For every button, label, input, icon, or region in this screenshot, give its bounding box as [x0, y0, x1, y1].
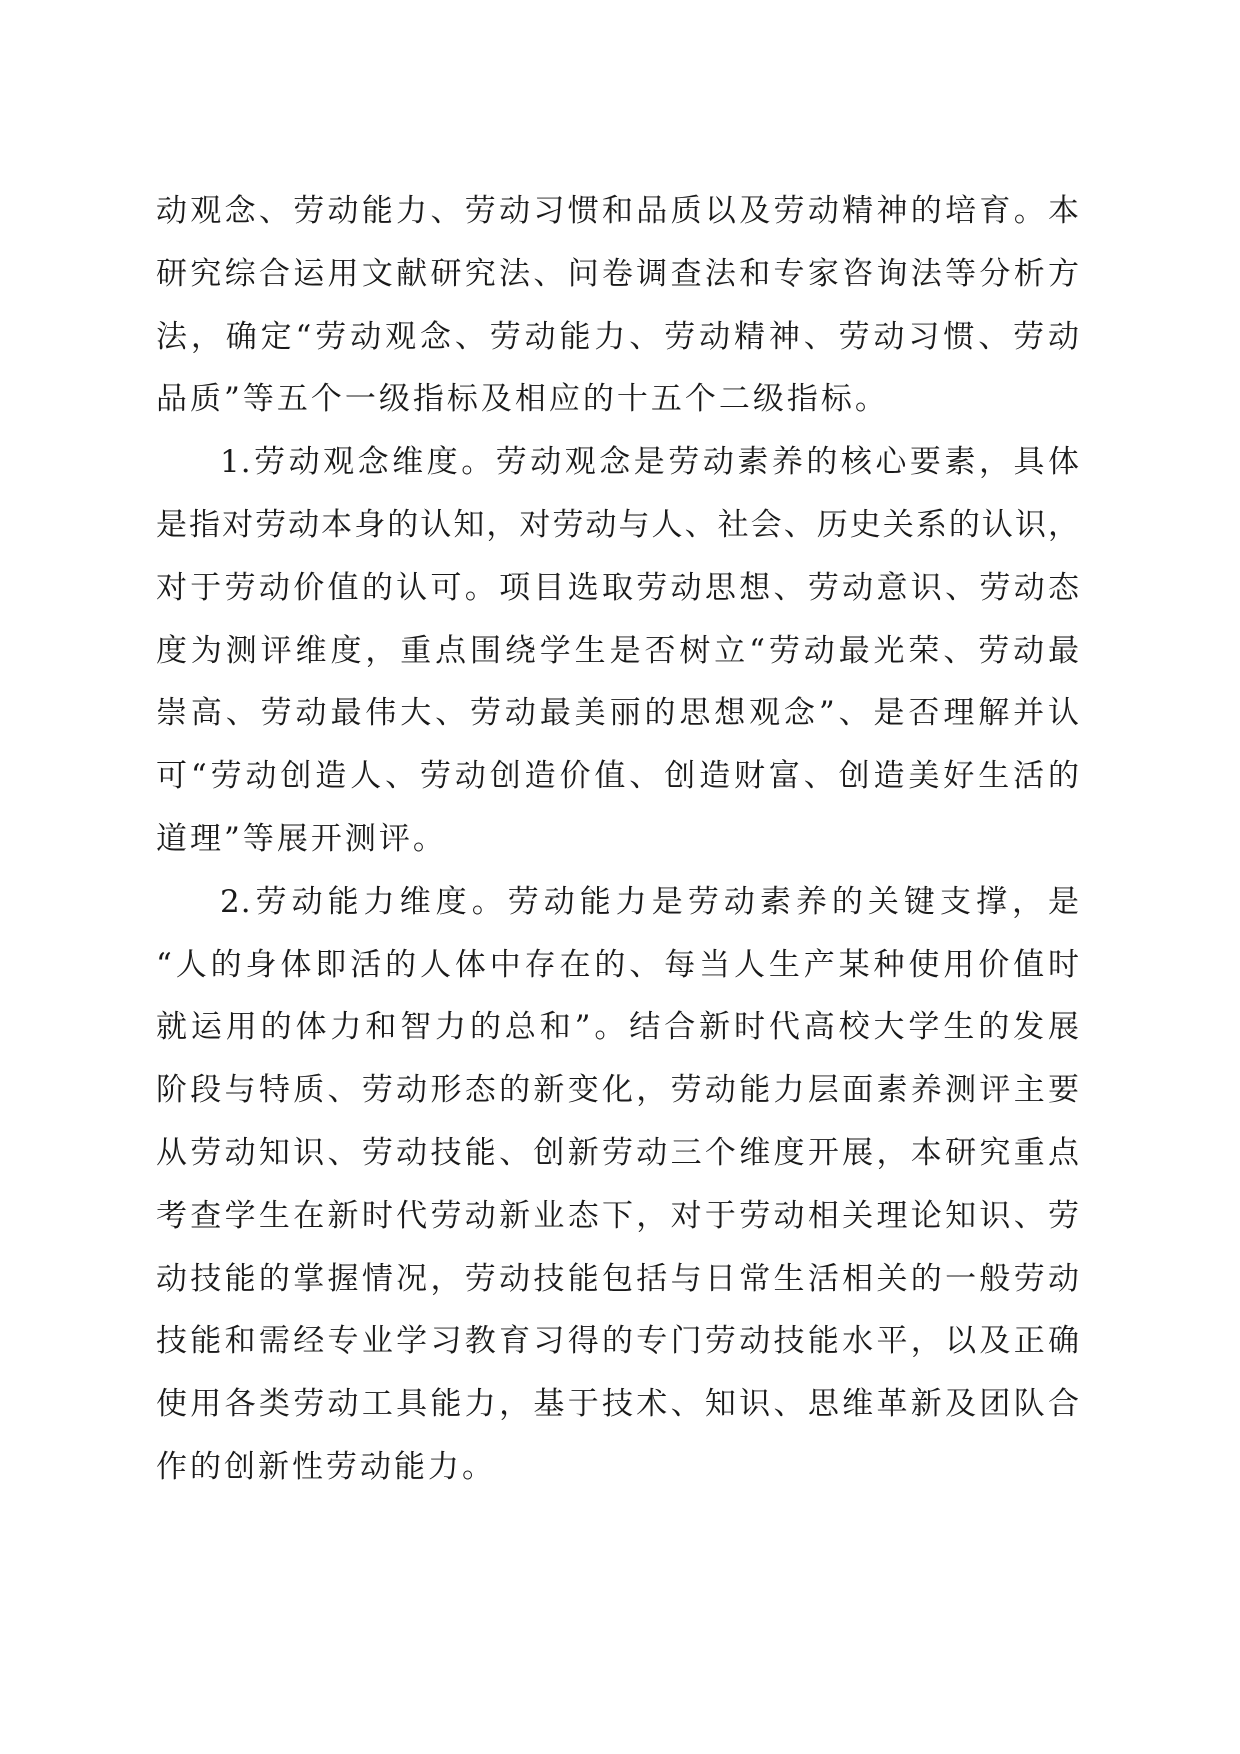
paragraph-2 [156, 431, 1080, 871]
text-line: 从劳动知识、劳动技能、创新劳动三个维度开展，本研究重点 [156, 1134, 1080, 1171]
text-line: 法，确定“劳动观念、劳动能力、劳动精神、劳动习惯、劳动 [156, 318, 1080, 355]
text-line: “人的身体即活的人体中存在的、每当人生产某种使用价值时 [156, 946, 1080, 983]
paragraph-3 [156, 871, 1080, 1499]
text-line: 动观念、劳动能力、劳动习惯和品质以及劳动精神的培育。本 [156, 193, 1080, 229]
document-body [156, 180, 1080, 1499]
text-line: 技能和需经专业学习教育习得的专门劳动技能水平，以及正确 [156, 1323, 1080, 1360]
text-line: 就运用的体力和智力的总和”。结合新时代高校大学生的发展 [156, 1009, 1080, 1046]
text-line: 品质”等五个一级指标及相应的十五个二级指标。 [156, 381, 889, 418]
text-line: 2.劳动能力维度。劳动能力是劳动素养的关键支撑，是 [220, 883, 1080, 920]
text-line: 动技能的掌握情况，劳动技能包括与日常生活相关的一般劳动 [156, 1260, 1080, 1297]
text-line: 可“劳动创造人、劳动创造价值、创造财富、创造美好生活的 [156, 758, 1080, 795]
text-line: 对于劳动价值的认可。项目选取劳动思想、劳动意识、劳动态 [156, 569, 1080, 606]
text-line: 度为测评维度，重点围绕学生是否树立“劳动最光荣、劳动最 [156, 632, 1080, 669]
text-line: 作的创新性劳动能力。 [156, 1448, 496, 1485]
text-line: 是指对劳动本身的认知，对劳动与人、社会、历史关系的认识， [156, 506, 1080, 543]
text-line: 研究综合运用文献研究法、问卷调查法和专家咨询法等分析方 [156, 255, 1080, 292]
text-line: 道理”等展开测评。 [156, 820, 447, 857]
text-line: 崇高、劳动最伟大、劳动最美丽的思想观念”、是否理解并认 [156, 695, 1080, 732]
text-line: 考查学生在新时代劳动新业态下，对于劳动相关理论知识、劳 [156, 1197, 1080, 1234]
text-line: 1.劳动观念维度。劳动观念是劳动素养的核心要素，具体 [220, 444, 1080, 481]
text-line: 使用各类劳动工具能力，基于技术、知识、思维革新及团队合 [156, 1386, 1080, 1423]
paragraph-1 [156, 180, 1080, 431]
text-line: 阶段与特质、劳动形态的新变化，劳动能力层面素养测评主要 [156, 1072, 1080, 1109]
